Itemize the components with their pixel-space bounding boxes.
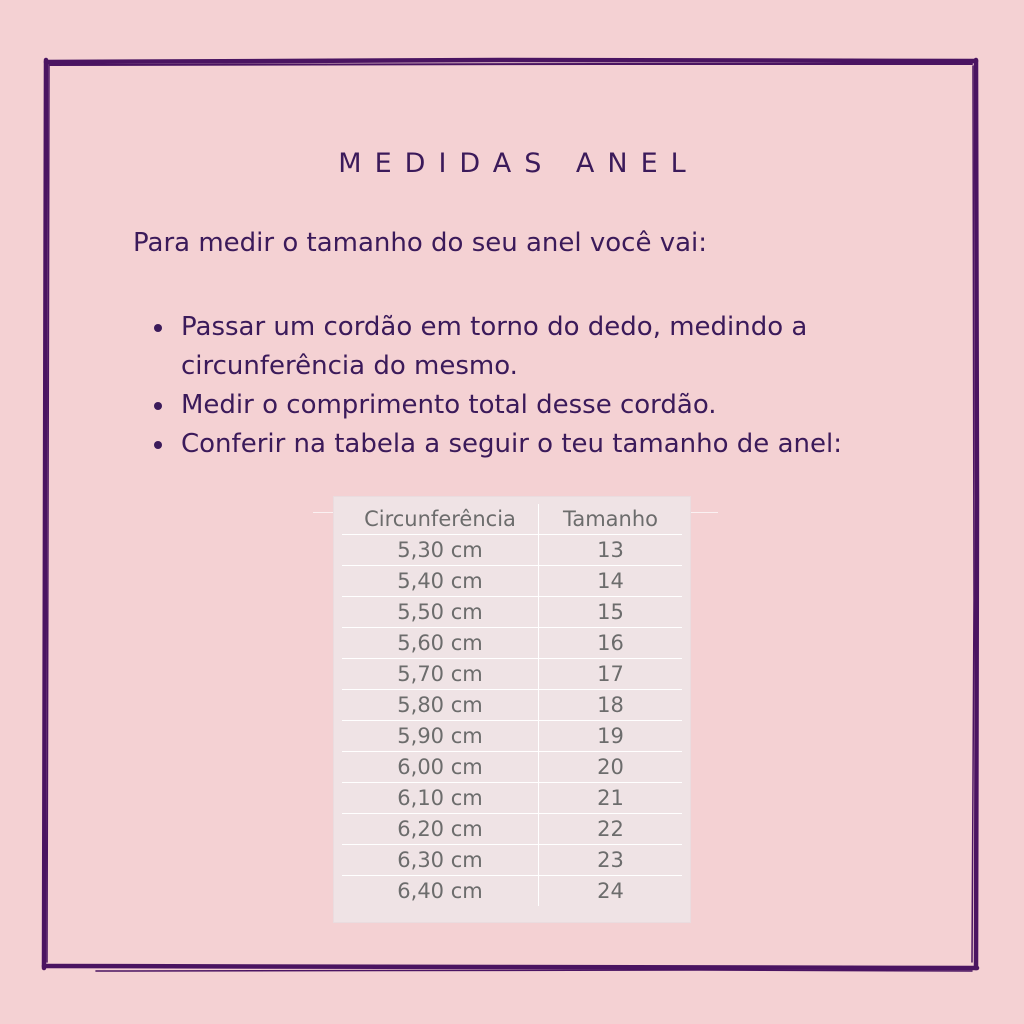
table-row [342, 783, 682, 814]
table-row [342, 845, 682, 876]
decorative-line [313, 512, 335, 513]
instruction-text: Medir o comprimento total desse cordão. [181, 390, 717, 420]
page-title: MEDIDAS ANEL [338, 148, 699, 179]
circumference-cell: 6,20 cm [342, 814, 539, 845]
circumference-cell: 5,80 cm [342, 690, 539, 721]
instruction-text: Conferir na tabela a seguir o teu tamanho de anel: [181, 429, 842, 459]
table-row [342, 721, 682, 752]
bullet-icon [154, 324, 162, 332]
instruction-text: Passar um cordão em torno do dedo, medindo a circunferência do mesmo. [181, 312, 808, 381]
table-row [342, 659, 682, 690]
bullet-icon [154, 402, 162, 410]
bullet-icon [154, 441, 162, 449]
size-cell: 24 [597, 878, 624, 903]
instruction-list [154, 308, 894, 464]
size-cell: 13 [539, 535, 683, 566]
table-header-row [342, 504, 682, 535]
size-cell: 15 [539, 597, 683, 628]
instruction-item [154, 386, 894, 425]
table-row [342, 535, 682, 566]
decorative-line [690, 512, 718, 513]
size-cell: 21 [539, 783, 683, 814]
circumference-cell: 5,60 cm [342, 628, 539, 659]
column-header-size: Tamanho [539, 504, 683, 535]
circumference-cell: 6,00 cm [342, 752, 539, 783]
table-row [342, 752, 682, 783]
size-cell: 14 [539, 566, 683, 597]
circumference-cell: 5,30 cm [342, 535, 539, 566]
size-cell: 17 [539, 659, 683, 690]
instruction-item [154, 308, 894, 386]
ring-size-table [342, 504, 682, 906]
size-cell: 22 [539, 814, 683, 845]
size-cell: 19 [539, 721, 683, 752]
table-row [342, 597, 682, 628]
column-header-circumference: Circunferência [342, 504, 539, 535]
table-row [342, 876, 682, 907]
circumference-cell: 6,10 cm [342, 783, 539, 814]
size-cell: 23 [539, 845, 683, 876]
circumference-cell: 5,70 cm [342, 659, 539, 690]
circumference-cell: 5,50 cm [342, 597, 539, 628]
circumference-cell: 6,40 cm [342, 876, 539, 907]
table-row [342, 814, 682, 845]
intro-text: Para medir o tamanho do seu anel você vai: [133, 228, 708, 258]
size-cell: 18 [539, 690, 683, 721]
ring-size-table-card [334, 497, 690, 922]
table-row [342, 690, 682, 721]
instruction-item [154, 425, 894, 464]
circumference-cell: 5,40 cm [342, 566, 539, 597]
size-cell: 16 [539, 628, 683, 659]
circumference-cell: 6,30 cm [342, 845, 539, 876]
size-cell: 20 [539, 752, 683, 783]
table-row [342, 566, 682, 597]
table-row [342, 628, 682, 659]
circumference-cell: 5,90 cm [342, 721, 539, 752]
